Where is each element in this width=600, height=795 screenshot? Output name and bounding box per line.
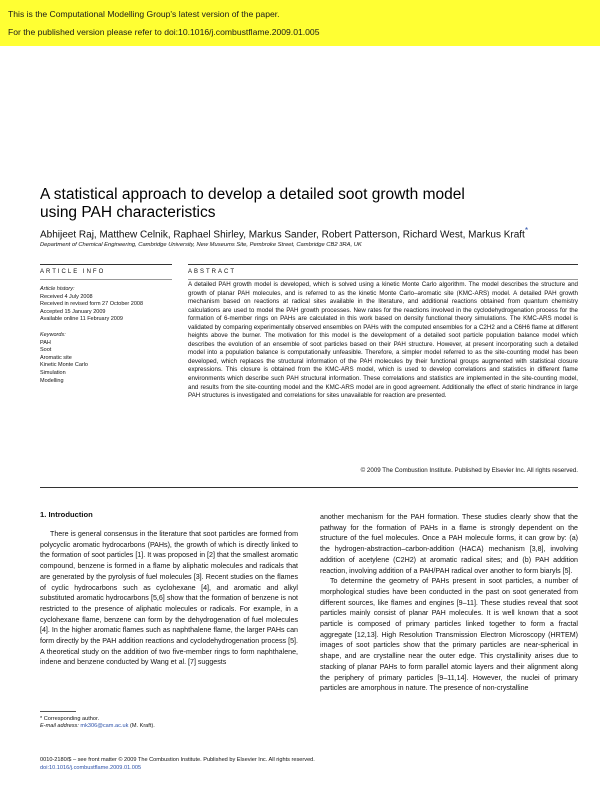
author-list <box>40 225 528 240</box>
footnote-rule <box>40 711 76 712</box>
affiliation: Department of Chemical Engineering, Cambridge University, New Museums Site, Pembroke Street, Cambridge CB2 3RA, UK <box>40 242 362 248</box>
keyword: Simulation <box>40 369 66 376</box>
email-link[interactable]: mk306@cam.ac.uk <box>80 723 129 730</box>
author-names: Abhijeet Raj, Matthew Celnik, Raphael Shirley, Markus Sander, Robert Patterson, Richard West, Markus Kraft <box>40 229 525 241</box>
article-info <box>40 286 170 385</box>
banner-line-2: For the published version please refer to doi:10.1016/j.combustflame.2009.01.005 <box>8 27 320 37</box>
section-heading: 1. Introduction <box>40 510 93 519</box>
corresponding-author-link[interactable]: * <box>524 225 529 235</box>
banner-line-1: This is the Computational Modelling Group's latest version of the paper. <box>8 9 280 19</box>
history-item: Available online 11 February 2009 <box>40 316 123 323</box>
footnote <box>40 716 240 730</box>
divider <box>40 487 578 488</box>
version-banner <box>0 0 600 46</box>
paper-title: A statistical approach to develop a detailed soot growth model using PAH characteristics <box>40 186 465 221</box>
keyword: Modelling <box>40 377 64 384</box>
keyword: Soot <box>40 347 52 354</box>
corresponding-author-note: * Corresponding author. <box>40 716 100 722</box>
journal-footer <box>40 757 315 772</box>
history-item: Received in revised form 27 October 2008 <box>40 301 144 308</box>
article-info-heading: ARTICLE INFO <box>40 269 106 275</box>
email-label: E-mail address: <box>40 723 79 730</box>
keyword: Aromatic site <box>40 354 72 361</box>
divider <box>188 264 578 265</box>
abstract-text: A detailed PAH growth model is developed, which is solved using a kinetic Monte Carlo algorithm. The model describes the structure and growth of planar PAH molecules, and is referred to as the kinetic Monte Carlo–aromatic site (KMC-ARS) model. A detailed PAH growth mechanism based on reactions at radical sites available in the literature, and additional reactions obtained from quantum chemistry calculations are used to model the PAH growth processes. New rates for the reactions involved in the cyclodehydrogenation process for the formation of 6-member rings on PAHs are calculated in this work based on density functional theory simulations. The KMC-ARS model is validated by comparing experimentally observed ensembles on PAHs with the computed ensembles for a C2H2 and a C6H6 flame at different heights above the burner. The motivation for this model is the development of a detailed soot particle population balance model which describes the evolution of an ensemble of soot particles based on their PAH structure. However, at present incorporating such a detailed model into a population balance is computationally unfeasible. Therefore, a simpler model referred to as the site-counting model has been developed, which replaces the structural information of the PAH molecules by their functional groups augmented with statistical closure expressions. This closure is obtained from the KMC-ARS model, which is used to develop correlations and statistics in different flame environments which describe such PAH structural information. These correlations and statistics are implemented in the site-counting model, and results from the site-counting model and the KMC-ARS model are in good agreement. Additionally the effect of steric hindrance in large PAH structures is investigated and correlations for sites unavailable for reaction are presented. <box>188 281 578 400</box>
left-column <box>40 529 298 668</box>
history-label: Article history: <box>40 286 75 292</box>
divider <box>40 279 172 280</box>
spacer <box>40 324 170 332</box>
divider <box>40 264 172 265</box>
history-item: Received 4 July 2008 <box>40 293 93 300</box>
intro-paragraph-continued: another mechanism for the PAH formation. These studies clearly show that the pathway for the formation of PAHs in a flame is strongly dependent on the structure of the fuel molecules. Once a PAH molecule forms, it can grow by: (a) the hydrogen-abstraction–carbon-addition (HACA) mechanism [3,8], involving addition of acetylene (C2H2) at aromatic radical sites; and (b) PAH addition reaction, involving addition of a PAH/PAH radical over another to form biaryls [5]. <box>320 513 578 575</box>
abstract-copyright: © 2009 The Combustion Institute. Published by Elsevier Inc. All rights reserved. <box>360 467 578 474</box>
doi-link[interactable]: doi:10.1016/j.combustflame.2009.01.005 <box>40 764 142 771</box>
intro-paragraph: There is general consensus in the literature that soot particles are formed from polycyclic aromatic hydrocarbons (PAHs), the growth of which is directly linked to the formation of soot particles [1]. It was proposed in [2] that the smallest aromatic compound, benzene is formed in a flame by aliphatic molecules and radicals that are generated by the pyrolysis of fuel molecules [3]. Recent studies on the flames of cyclic hydrocarbons such as cyclohexane [4], and aromatic and alkyl substituted aromatic hydrocarbons [5,6] show that the formation of benzene is not restricted to the presence of aliphatic molecules or radicals. For example, in a cyclohexane flame, benzene can form by the dehydrogenation of fuel molecules [4]. In the higher aromatic flames such as naphthalene flame, the larger PAHs can form directly by the PAH addition reactions and cyclodehydrogenation process [5]. A theoretical study on the addition of two five-member rings to form naphthalene, indene and benzene conducted by Wang et al. [7] suggests <box>40 530 298 667</box>
history-item: Accepted 15 January 2009 <box>40 308 106 315</box>
keywords-label: Keywords: <box>40 331 66 338</box>
email-owner: (M. Kraft). <box>129 723 155 730</box>
abstract-heading: ABSTRACT <box>188 269 237 275</box>
right-column <box>320 512 578 694</box>
keyword: PAH <box>40 339 51 346</box>
front-matter-line: 0010-2180/$ – see front matter © 2009 The Combustion Institute. Published by Elsevier Inc. All rights reserved. <box>40 757 315 763</box>
divider <box>188 279 578 280</box>
intro-paragraph: To determine the geometry of PAHs present in soot particles, a number of morphological studies have been conducted in the past on soot generated from different sources, like flames and engines [9–11]. These studies reveal that soot particles mainly consist of planar PAH molecules. It is well known that a soot particle is composed of primary particles linked together to form a fractal aggregate [12,13]. High Resolution Transmission Electron Microscopy (HRTEM) images of soot particles show that the primary particles are near-spherical in shape, and are crystalline near the outer edge. This crystallinity arises due to stacking of planar PAHs to form parallel atomic layers and their alignment along the periphery of primary particles [9–11,14]. However, the nuclei of primary particles are amorphous in nature. The presence of non-crystalline <box>320 577 578 693</box>
keyword: Kinetic Monte Carlo <box>40 362 88 369</box>
